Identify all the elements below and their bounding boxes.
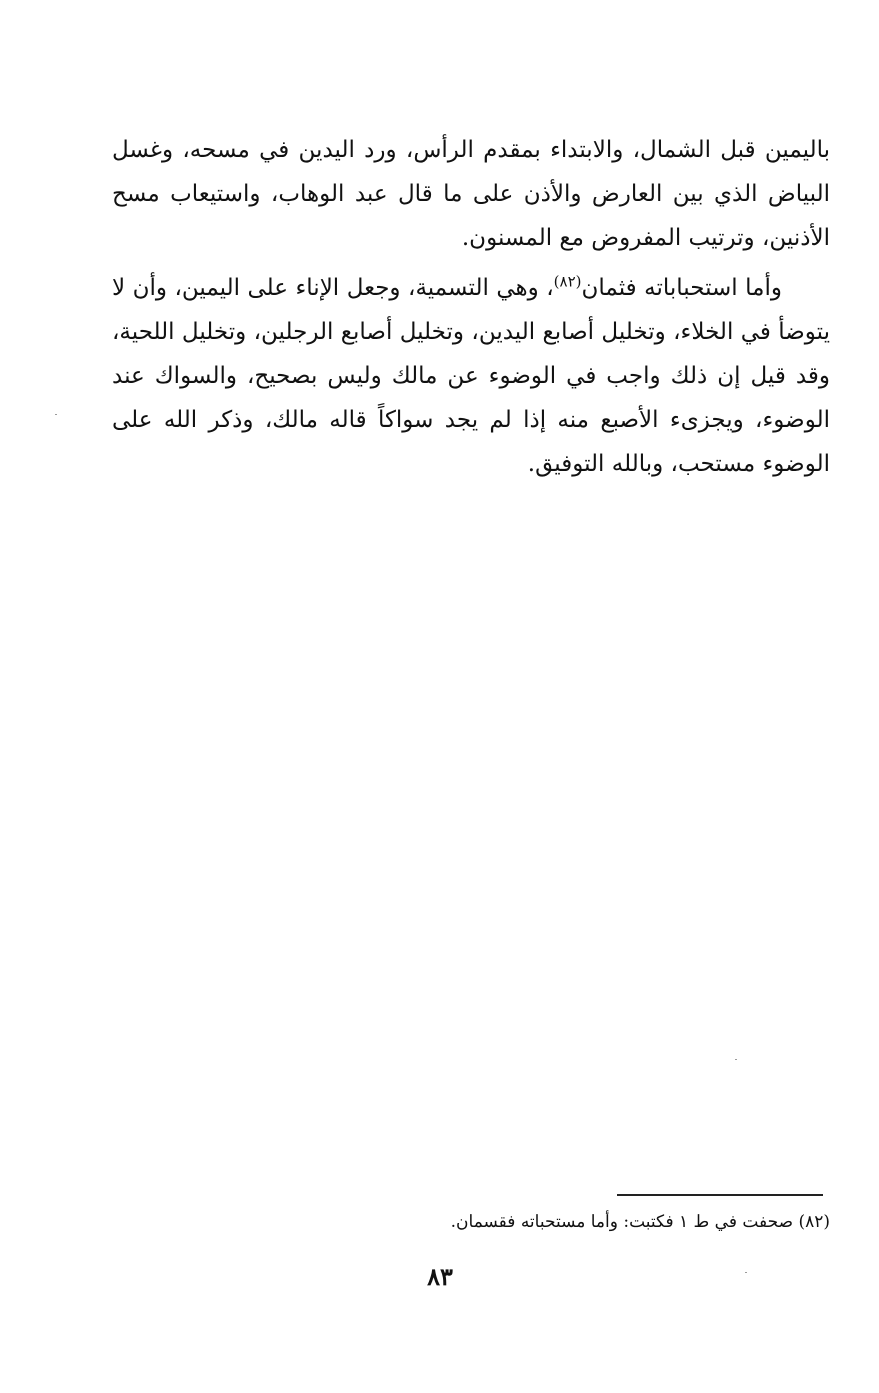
scan-speck — [745, 1272, 747, 1273]
page-number: ٨٣ — [427, 1262, 453, 1291]
scan-speck — [55, 414, 57, 415]
footnote-separator — [617, 1194, 823, 1196]
footnote-reference: (٨٢) — [553, 272, 582, 291]
scan-speck — [735, 1059, 737, 1060]
main-text-body — [112, 128, 830, 486]
footnote: (٨٢) صحفت في ط ١ فكتبت: وأما مستحباته فقسمان. — [450, 1212, 830, 1232]
paragraph-2 — [112, 266, 830, 486]
paragraph-2-rest: ، وهي التسمية، وجعل الإناء على اليمين، وأن لا يتوضأ في الخلاء، وتخليل أصابع اليدين، وتخليل أصابع الرجلين، وتخليل اللحية، وقد قيل إن ذلك واجب في الوضوء عن مالك وليس بصحيح، والسواك عند الوضوء، ويجزىء الأصبع منه إذا لم يجد سواكاً قاله مالك، وذكر الله على الوضوء مستحب، وبالله التوفيق. — [112, 275, 830, 477]
paragraph-1: باليمين قبل الشمال، والابتداء بمقدم الرأس، ورد اليدين في مسحه، وغسل البياض الذي بين العارض والأذن على ما قال عبد الوهاب، واستيعاب مسح الأذنين، وترتيب المفروض مع المسنون. — [112, 137, 830, 251]
paragraph-2-start: وأما استحباباته فثمان — [581, 275, 782, 301]
